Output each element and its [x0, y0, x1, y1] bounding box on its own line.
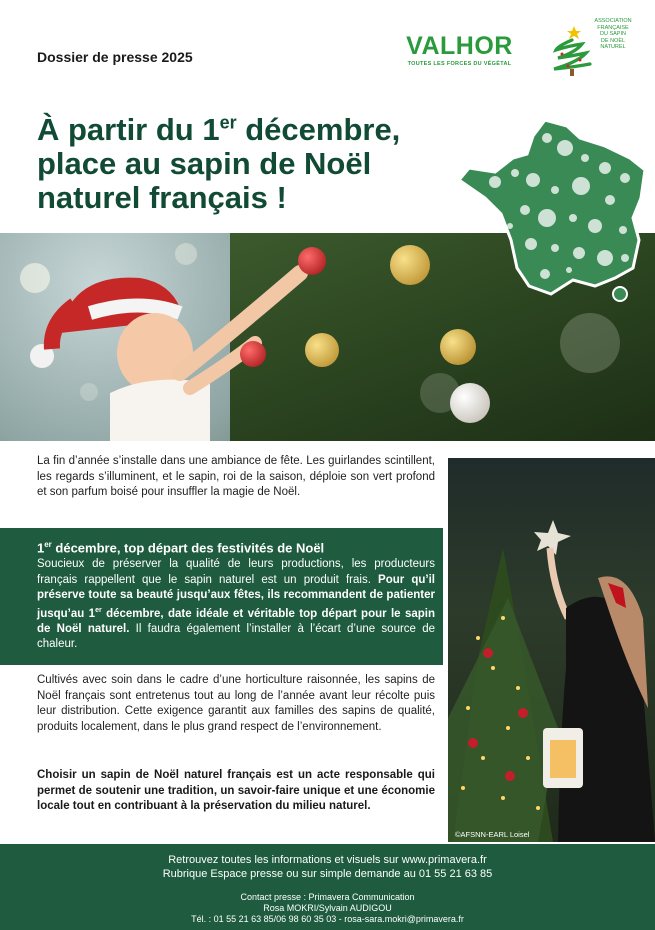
section-heading: 1er décembre, top départ des festivités de Noël	[37, 540, 325, 556]
paragraph-conclusion: Choisir un sapin de Noël naturel français est un acte responsable qui permet de soutenir une tradition, un savoir-faire unique et une économie locale tout en contribuant à la préservation du milieu naturel.	[37, 769, 435, 812]
footer-contact-line: Rubrique Espace presse ou sur simple demande au 01 55 21 63 85	[162, 868, 493, 880]
valhor-name: VALHOR	[406, 32, 513, 60]
valhor-logo	[392, 32, 527, 67]
page-title: À partir du 1er décembre, place au sapin de Noël naturel français !	[37, 112, 401, 215]
press-kit-label: Dossier de presse 2025	[37, 49, 193, 65]
afsn-logo	[552, 12, 642, 80]
highlight-section	[0, 528, 443, 665]
footer-info-line: Retrouvez toutes les informations et visuels sur www.primavera.fr	[168, 854, 487, 866]
france-map-icon	[455, 118, 650, 303]
girl-tree-photo	[448, 458, 655, 842]
footer	[0, 844, 655, 930]
contact-agency: Contact presse : Primavera Communication	[240, 892, 415, 902]
section-text: Soucieux de préserver la qualité de leurs productions, les producteurs français rappellent que le sapin naturel est un produit frais. Pour qu’il préserve toute sa beauté jusqu’aux fêtes, ils recommandent de patienter jusqu’au 1er décembre, date idéale et véritable top départ pour le sapin de Noël naturel. Il faudra également l’installer à l’écart d’une source de chaleur.	[37, 558, 435, 651]
afsn-text: ASSOCIATION FRANÇAISE DU SAPIN DE NOËL NATUREL	[594, 18, 632, 51]
contact-details: Tél. : 01 55 21 63 85/06 98 60 35 03 - rosa-sara.mokri@primavera.fr	[191, 914, 464, 924]
contact-names: Rosa MOKRI/Sylvain AUDIGOU	[263, 903, 392, 913]
paragraph-cultivation: Cultivés avec soin dans le cadre d’une horticulture raisonnée, les sapins de Noël français sont entretenus tout au long de l’année avant leur récolte puis leur distribution. Cette exigence garantit aux familles des sapins de qualité, produits localement, dans le plus grand respect de l’environnement.	[37, 674, 435, 733]
intro-paragraph: La fin d’année s’installe dans une ambiance de fête. Les guirlandes scintillent, les regards s’illuminent, et le sapin, roi de la saison, déploie son vert profond et son parfum boisé pour insuffler la magie de Noël.	[37, 455, 435, 498]
photo-credit: ©AFSNN-EARL Loisel	[455, 830, 530, 839]
valhor-tagline: TOUTES LES FORCES DU VÉGÉTAL	[407, 61, 512, 67]
